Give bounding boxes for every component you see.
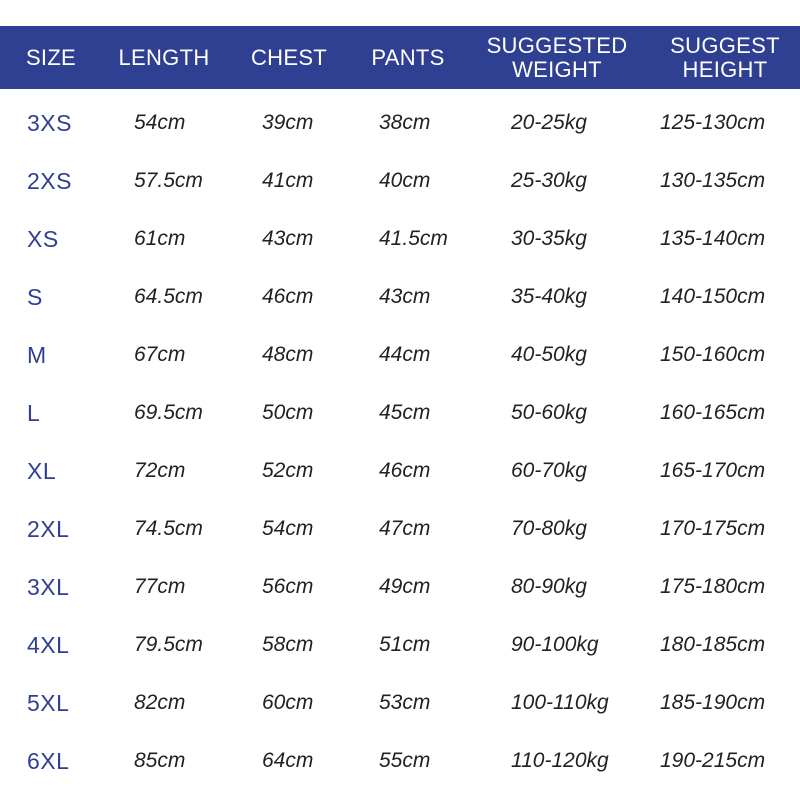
cell-weight: 90-100kg: [511, 633, 599, 656]
cell-size: S: [27, 283, 43, 310]
cell-height: 190-215cm: [660, 749, 766, 772]
table-row: [0, 442, 800, 500]
header-size: SIZE: [25, 44, 77, 70]
cell-weight: 35-40kg: [511, 285, 587, 308]
cell-size: 2XL: [27, 515, 70, 542]
cell-chest: 39cm: [262, 111, 314, 134]
cell-pants: 45cm: [379, 401, 431, 424]
cell-pants: 49cm: [379, 575, 431, 598]
cell-chest: 56cm: [262, 575, 314, 598]
cell-weight: 50-60kg: [511, 401, 587, 424]
cell-height: 135-140cm: [660, 227, 766, 250]
cell-chest: 64cm: [262, 749, 314, 772]
cell-length: 79.5cm: [134, 633, 203, 656]
table-row: [0, 500, 800, 558]
cell-weight: 100-110kg: [511, 691, 609, 714]
table-row: [0, 384, 800, 442]
cell-length: 72cm: [134, 459, 186, 482]
cell-chest: 54cm: [262, 517, 314, 540]
cell-size: 6XL: [27, 747, 70, 774]
cell-length: 61cm: [134, 227, 186, 250]
cell-weight: 30-35kg: [511, 227, 587, 250]
header-chest: CHEST: [250, 44, 328, 70]
cell-height: 125-130cm: [660, 111, 766, 134]
cell-length: 77cm: [134, 575, 186, 598]
cell-pants: 43cm: [379, 285, 431, 308]
header-suggest-height: SUGGEST HEIGHT: [670, 32, 780, 82]
cell-pants: 40cm: [379, 169, 431, 192]
table-row: [0, 674, 800, 732]
header-pants: PANTS: [371, 44, 445, 70]
cell-chest: 60cm: [262, 691, 314, 714]
cell-length: 82cm: [134, 691, 186, 714]
cell-size: 4XL: [27, 631, 70, 658]
cell-length: 85cm: [134, 749, 186, 772]
table-row: [0, 732, 800, 790]
cell-length: 74.5cm: [134, 517, 203, 540]
cell-size: XS: [27, 225, 59, 252]
cell-weight: 80-90kg: [511, 575, 587, 598]
table-row: [0, 94, 800, 152]
cell-weight: 25-30kg: [511, 169, 587, 192]
table-row: [0, 152, 800, 210]
cell-weight: 110-120kg: [511, 749, 609, 772]
cell-height: 150-160cm: [660, 343, 766, 366]
cell-pants: 53cm: [379, 691, 431, 714]
cell-weight: 70-80kg: [511, 517, 587, 540]
header-length: LENGTH: [118, 44, 210, 70]
cell-chest: 50cm: [262, 401, 314, 424]
cell-height: 165-170cm: [660, 459, 766, 482]
cell-pants: 47cm: [379, 517, 431, 540]
cell-length: 54cm: [134, 111, 186, 134]
cell-size: XL: [27, 457, 57, 484]
cell-length: 64.5cm: [134, 285, 203, 308]
cell-chest: 58cm: [262, 633, 314, 656]
cell-height: 175-180cm: [660, 575, 766, 598]
table-row: [0, 210, 800, 268]
cell-height: 170-175cm: [660, 517, 766, 540]
cell-size: 3XL: [27, 573, 70, 600]
header-suggested-weight: SUGGESTED WEIGHT: [486, 32, 628, 82]
cell-pants: 44cm: [379, 343, 431, 366]
cell-size: 3XS: [27, 109, 72, 136]
table-row: [0, 326, 800, 384]
table-row: [0, 558, 800, 616]
cell-height: 185-190cm: [660, 691, 766, 714]
cell-weight: 20-25kg: [511, 111, 587, 134]
cell-size: 2XS: [27, 167, 72, 194]
cell-height: 140-150cm: [660, 285, 766, 308]
table-row: [0, 268, 800, 326]
size-chart-header: [0, 26, 800, 89]
cell-chest: 52cm: [262, 459, 314, 482]
cell-pants: 55cm: [379, 749, 431, 772]
cell-weight: 60-70kg: [511, 459, 587, 482]
cell-chest: 48cm: [262, 343, 314, 366]
cell-length: 69.5cm: [134, 401, 203, 424]
cell-height: 160-165cm: [660, 401, 766, 424]
cell-size: 5XL: [27, 689, 70, 716]
table-row: [0, 616, 800, 674]
cell-size: L: [27, 399, 41, 426]
cell-pants: 41.5cm: [379, 227, 448, 250]
cell-length: 57.5cm: [134, 169, 203, 192]
cell-height: 180-185cm: [660, 633, 766, 656]
cell-pants: 46cm: [379, 459, 431, 482]
cell-chest: 46cm: [262, 285, 314, 308]
cell-length: 67cm: [134, 343, 186, 366]
cell-pants: 38cm: [379, 111, 431, 134]
cell-chest: 43cm: [262, 227, 314, 250]
cell-chest: 41cm: [262, 169, 314, 192]
cell-weight: 40-50kg: [511, 343, 587, 366]
cell-pants: 51cm: [379, 633, 431, 656]
cell-size: M: [27, 341, 47, 368]
cell-height: 130-135cm: [660, 169, 766, 192]
